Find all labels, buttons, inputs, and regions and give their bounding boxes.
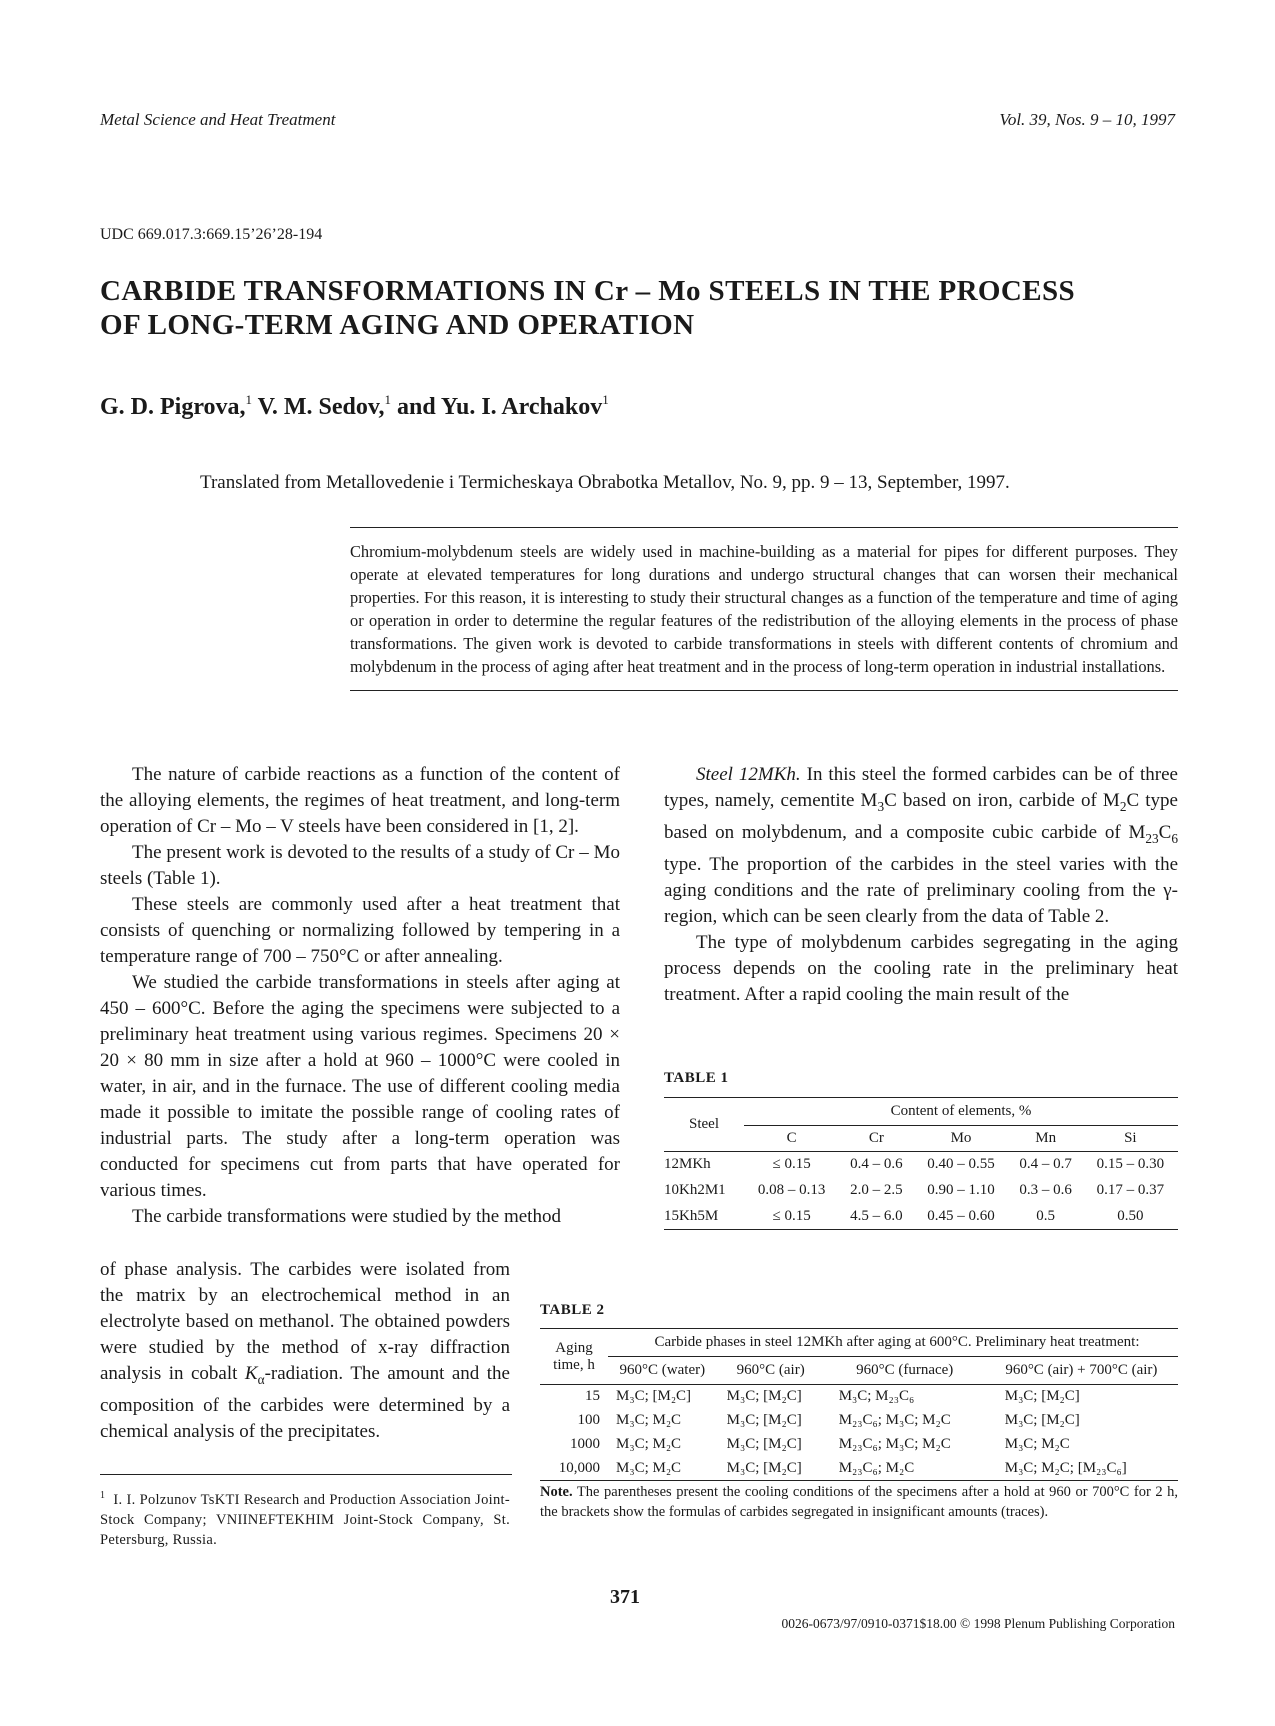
title-line-2: OF LONG-TERM AGING AND OPERATION	[100, 309, 695, 341]
title-line-1: CARBIDE TRANSFORMATIONS IN Cr – Mo STEELS IN THE PROCESS	[100, 275, 1076, 307]
copyright-line: 0026-0673/97/0910-0371$18.00 © 1998 Plenum Publishing Corporation	[781, 1616, 1175, 1631]
udc-code: UDC 669.017.3:669.15’26’28-194	[100, 226, 323, 243]
text-run: -radiation. The amount and the composition of the carbides were determined by a chemical analysis of the precipitates.	[100, 1363, 510, 1442]
table-cell: M₃C; M₂C	[616, 1459, 682, 1476]
time-cell: 1000	[570, 1436, 600, 1452]
column-header: Si	[1083, 1126, 1178, 1152]
affiliation-mark: 1	[245, 392, 253, 407]
left-column	[100, 762, 620, 1230]
aging-unit: time, h	[553, 1356, 595, 1373]
alpha-subscript: α	[257, 1371, 265, 1387]
table-cell: M₃C; [M₂C]	[726, 1436, 802, 1452]
table-cell: 0.4 – 0.6	[850, 1156, 903, 1173]
footnote-text: I. I. Polzunov TsKTI Research and Production Association Joint-Stock Company; VNIINEFTEKHIM Joint-Stock Company, St. Petersburg, Russia.	[100, 1491, 510, 1548]
table1-group-header: Content of elements, %	[744, 1098, 1178, 1126]
author-name: and Yu. I. Archakov	[397, 394, 603, 420]
table2	[540, 1328, 1178, 1481]
column-header: Cr	[839, 1126, 913, 1152]
paragraph: The nature of carbide reactions as a function of the content of the alloying elements, the regimes of heat treatment, and long-term operation of Cr – Mo – V steels have been considered in [1, 2].	[100, 764, 620, 837]
author-list	[100, 392, 609, 421]
volume-info: Vol. 39, Nos. 9 – 10, 1997	[999, 110, 1175, 129]
column-header: 960°C (water)	[608, 1357, 717, 1385]
steel-cell: 15Kh5M	[664, 1207, 719, 1224]
table-row	[540, 1433, 1178, 1457]
table-row	[540, 1385, 1178, 1409]
aging-label: Aging	[555, 1339, 593, 1356]
table-cell: M₃C; M₂C	[616, 1436, 682, 1452]
paragraph: The present work is devoted to the results of a study of Cr – Mo steels (Table 1).	[100, 842, 620, 889]
table-cell: M₃C; [M₂C]	[1004, 1412, 1080, 1428]
author-name: G. D. Pigrova,	[100, 394, 246, 420]
right-column	[664, 762, 1178, 1008]
table-cell: 0.40 – 0.55	[927, 1156, 995, 1173]
table-cell: M₂₃C₆; M₃C; M₂C	[838, 1412, 951, 1428]
steel-cell: 10Kh2M1	[664, 1182, 726, 1198]
column-header: 960°C (furnace)	[825, 1357, 985, 1385]
table-row	[540, 1457, 1178, 1481]
column-header: C	[744, 1126, 839, 1152]
table-cell: 0.3 – 0.6	[1019, 1182, 1072, 1198]
time-cell: 15	[585, 1388, 600, 1405]
table-cell: M₃C; [M₂C]	[616, 1388, 692, 1405]
footnote	[100, 1486, 510, 1550]
abstract: Chromium-molybdenum steels are widely used in machine-building as a material for pipes for different purposes. They operate at elevated temperatures for long durations and undergo structural changes that can worsen their mechanical properties. For this reason, it is interesting to study their structural changes as a function of the temperature and time of aging or operation in order to determine the regular features of the redistribution of the alloying elements in the process of phase transformations. The given work is devoted to carbide transformations in steels with different contents of chromium and molybdenum in the process of aging after heat treatment and in the process of long-term operation in industrial installations.	[350, 527, 1178, 691]
table-cell: 0.15 – 0.30	[1096, 1156, 1165, 1173]
table2-caption: TABLE 2	[540, 1302, 605, 1318]
table-cell: M₃C; [M₂C]	[1004, 1388, 1080, 1405]
steel-name: Steel 12MKh.	[696, 764, 801, 785]
journal-name: Metal Science and Heat Treatment	[100, 110, 336, 129]
table-cell: M₃C; [M₂C]	[726, 1459, 802, 1476]
text-run: type. The proportion of the carbides in the steel varies with the aging conditions and the rate of preliminary cooling from the γ-region, which can be seen clearly from the data of Table 2.	[664, 853, 1178, 927]
table-cell: 0.5	[1036, 1207, 1056, 1224]
note-text: The parentheses present the cooling conditions of the specimens after a hold at 960 or 700°C for 2 h, the brackets show the formulas of carbides segregated in insignificant amounts (traces).	[540, 1484, 1178, 1520]
paragraph: These steels are commonly used after a heat treatment that consists of quenching or normalizing followed by tempering in a temperature range of 700 – 750°C or after annealing.	[100, 894, 620, 967]
table-cell: 4.5 – 6.0	[850, 1207, 903, 1224]
text-run: In this steel the formed carbides can be of three types, namely, cementite M	[664, 764, 1178, 811]
text-run: C based on iron, carbide of M	[884, 790, 1120, 811]
table2-note	[540, 1482, 1178, 1522]
k-symbol: K	[244, 1363, 258, 1384]
table2-aging-header	[540, 1329, 608, 1385]
table-cell: 0.50	[1117, 1207, 1144, 1224]
text-run: C	[1158, 821, 1172, 843]
table-cell: 0.08 – 0.13	[757, 1182, 826, 1198]
paragraph: The type of molybdenum carbides segregating in the aging process depends on the cooling rate in the preliminary heat treatment. After a rapid cooling the main result of the	[664, 931, 1178, 1005]
table1-caption: TABLE 1	[664, 1070, 729, 1086]
table-cell: M₃C; M₂₃C₆	[838, 1388, 915, 1405]
table-row	[664, 1152, 1178, 1178]
paper-title	[100, 274, 1180, 342]
translation-source: Translated from Metallovedenie i Termicheskaya Obrabotka Metallov, No. 9, pp. 9 – 13, September, 1997.	[200, 472, 1010, 493]
left-column-continued	[100, 1257, 510, 1445]
author-name: V. M. Sedov,	[257, 394, 385, 420]
footnote-mark: 1	[100, 1490, 106, 1501]
paragraph	[100, 1257, 510, 1445]
column-header: 960°C (air) + 700°C (air)	[985, 1357, 1178, 1385]
table-cell: M₃C; M₂C	[1004, 1436, 1070, 1452]
time-cell: 100	[577, 1412, 600, 1428]
page-number: 371	[610, 1586, 640, 1608]
column-header: Mo	[913, 1126, 1008, 1152]
table2-group-header: Carbide phases in steel 12MKh after aging at 600°C. Preliminary heat treatment:	[608, 1329, 1178, 1357]
time-cell: 10,000	[558, 1459, 600, 1476]
paragraph: The carbide transformations were studied by the method	[132, 1206, 561, 1227]
table-row	[664, 1204, 1178, 1230]
note-label: Note.	[540, 1484, 573, 1500]
table-cell: 0.17 – 0.37	[1096, 1182, 1165, 1198]
table-row	[664, 1178, 1178, 1204]
table-cell: M₂₃C₆; M₃C; M₂C	[838, 1436, 951, 1452]
table-cell: ≤ 0.15	[772, 1207, 811, 1224]
affiliation-mark: 1	[602, 392, 609, 407]
footnote-divider	[100, 1474, 512, 1475]
text-run: C type based on molybdenum, and a composite cubic carbide of M	[664, 790, 1178, 843]
table-cell: M₂₃C₆; M₂C	[838, 1459, 915, 1476]
table-cell: ≤ 0.15	[772, 1156, 811, 1173]
affiliation-mark: 1	[384, 392, 392, 407]
table1	[664, 1097, 1178, 1230]
text-run: of phase analysis. The carbides were isolated from the matrix by an electrochemical method in an electrolyte based on methanol. The obtained powders were studied by the method of x-ray diffraction analysis in cobalt	[100, 1259, 510, 1384]
table-cell: M₃C; [M₂C]	[726, 1388, 802, 1405]
table-cell: M₃C; [M₂C]	[726, 1412, 802, 1428]
paragraph: Steel 12MKh. In this steel the formed carbides can be of three types, namely, cementite $M_3C$ based on iron, carbide of $M_2C$ type based on molybdenum, and a composite cubic carbide of $M_{23}C_6$ type. The proportion of the carbides in the steel varies with the aging conditions and the rate of preliminary cooling from the γ-region, which can be seen clearly from the data of Table 2.	[664, 764, 1178, 927]
column-header: 960°C (air)	[717, 1357, 825, 1385]
table-cell: 0.90 – 1.10	[927, 1182, 995, 1198]
column-header: Mn	[1009, 1126, 1083, 1152]
table-cell: 0.45 – 0.60	[927, 1207, 995, 1224]
table-cell: M₃C; M₂C	[616, 1412, 682, 1428]
table1-steel-header: Steel	[664, 1098, 744, 1152]
steel-cell: 12MKh	[664, 1156, 711, 1173]
table-cell: 0.4 – 0.7	[1019, 1156, 1072, 1173]
table-cell: M₃C; M₂C; [M₂₃C₆]	[1004, 1459, 1127, 1476]
paragraph: We studied the carbide transformations in steels after aging at 450 – 600°C. Before the aging the specimens were subjected to a preliminary heat treatment using various regimes. Specimens 20 × 20 × 80 mm in size after a hold at 960 – 1000°C were cooled in water, in air, and in the furnace. The use of different cooling media made it possible to imitate the possible range of cooling rates of industrial parts. The study after a long-term operation was conducted for specimens cut from parts that have operated for various times.	[100, 972, 620, 1201]
table-row	[540, 1409, 1178, 1433]
table-cell: 2.0 – 2.5	[850, 1182, 903, 1198]
